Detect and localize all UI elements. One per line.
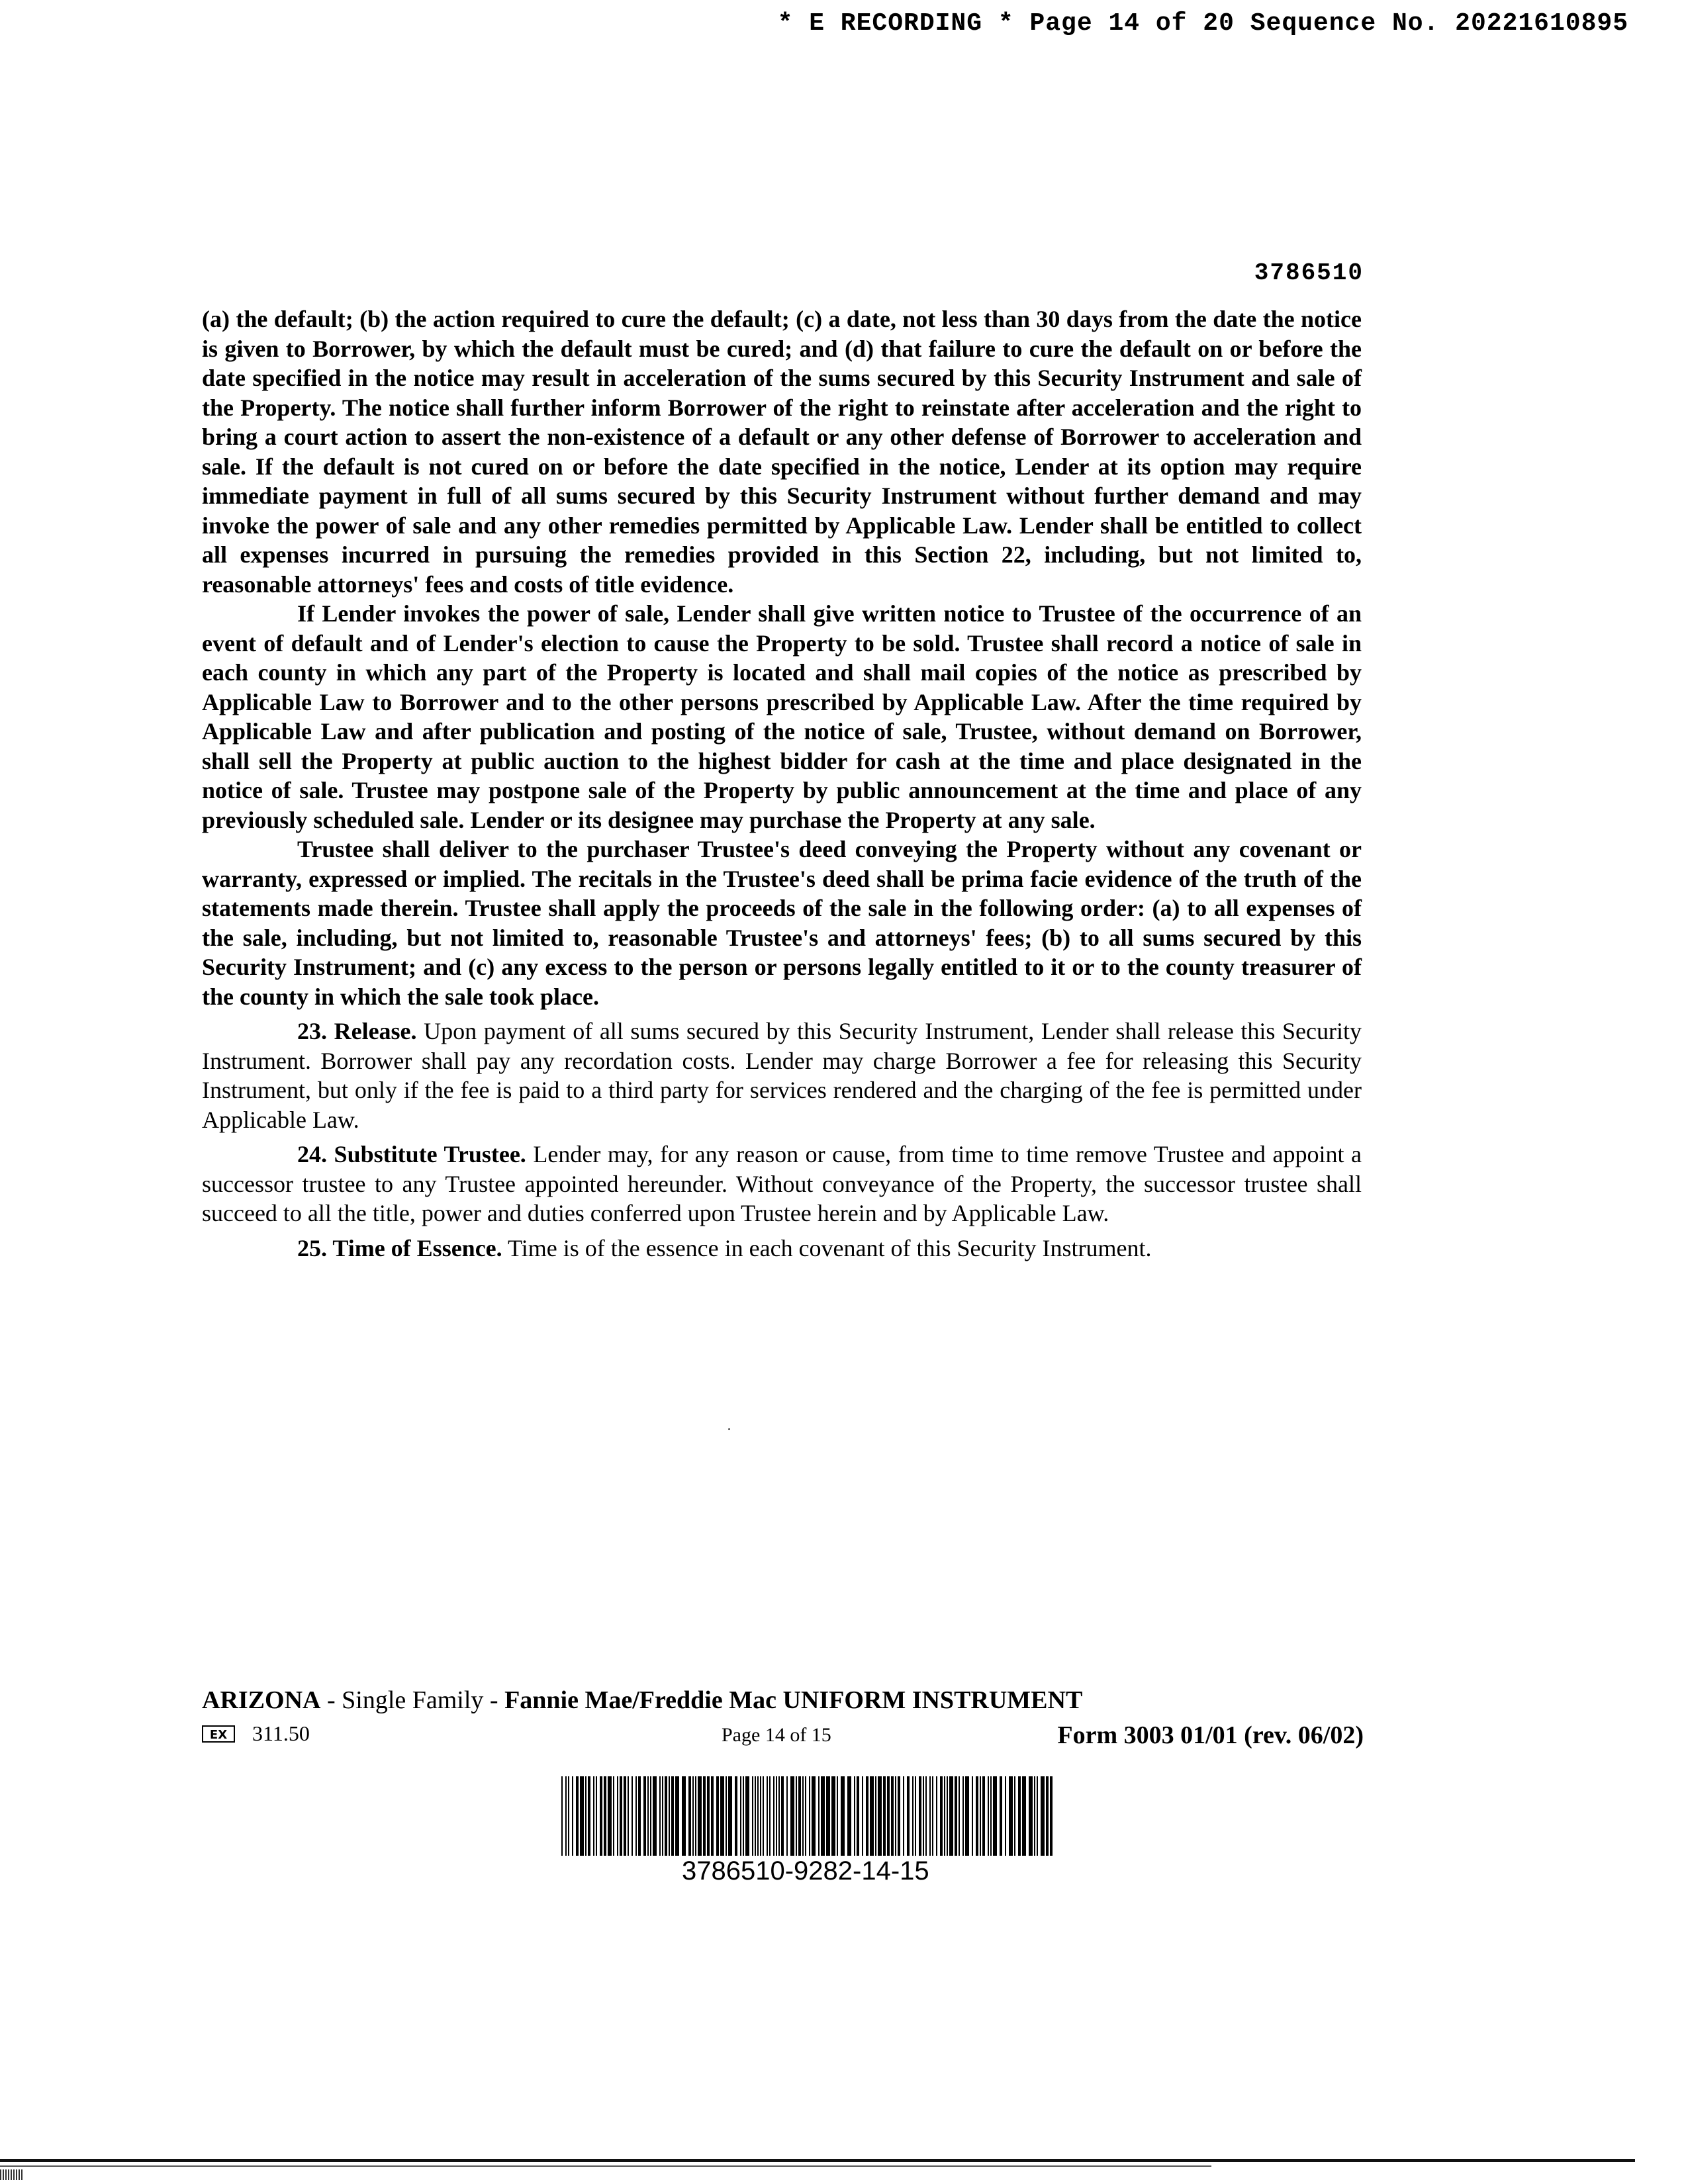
footer-page-number: Page 14 of 15 — [722, 1724, 831, 1746]
barcode-bar — [624, 1776, 626, 1856]
section-24-heading: 24. Substitute Trustee. — [297, 1141, 526, 1167]
barcode-bar — [773, 1776, 774, 1856]
scan-corner-mark — [0, 2169, 23, 2180]
barcode-bar — [743, 1776, 744, 1856]
barcode-bar — [947, 1776, 948, 1856]
barcode-bar — [665, 1776, 667, 1856]
barcode-bar — [915, 1776, 916, 1856]
barcode-bar — [982, 1776, 985, 1856]
barcode-bar — [898, 1776, 900, 1856]
barcode-bar — [993, 1776, 997, 1856]
footer-separator: - Single Family - — [320, 1686, 505, 1714]
barcode-bar — [576, 1776, 579, 1856]
barcode-bar — [695, 1776, 696, 1856]
barcode-bar — [1014, 1776, 1015, 1856]
barcode-bar — [812, 1776, 816, 1856]
barcode-bar — [561, 1776, 563, 1856]
barcode-bar — [809, 1776, 810, 1856]
barcode-bar — [728, 1776, 732, 1856]
barcode-bar — [698, 1776, 702, 1856]
barcode-bar — [959, 1776, 960, 1856]
barcode-bar — [703, 1776, 706, 1856]
barcode-bar — [887, 1776, 890, 1856]
barcode-bar — [821, 1776, 825, 1856]
barcode-bar — [1018, 1776, 1021, 1856]
barcode-bar — [604, 1776, 606, 1856]
bottom-scan-edge-2 — [0, 2165, 1211, 2167]
footer-state: ARIZONA — [202, 1686, 321, 1714]
barcode-bar — [769, 1776, 771, 1856]
bottom-scan-edge — [0, 2159, 1635, 2162]
scan-speck — [728, 1428, 730, 1430]
barcode-bar — [862, 1776, 863, 1856]
barcode-bar — [1050, 1776, 1053, 1856]
barcode-bar — [883, 1776, 886, 1856]
footer-instrument: Fannie Mae/Freddie Mac UNIFORM INSTRUMENT — [504, 1686, 1083, 1714]
barcode-bar — [940, 1776, 943, 1856]
barcode-bar — [980, 1776, 981, 1856]
barcode-bar — [841, 1776, 845, 1856]
barcode-bar — [763, 1776, 764, 1856]
barcode-bar — [620, 1776, 622, 1856]
barcode-bar — [675, 1776, 679, 1856]
barcode-bar — [720, 1776, 724, 1856]
barcode-number: 3786510-9282-14-15 — [682, 1856, 929, 1886]
barcode-bar — [903, 1776, 904, 1856]
barcode-bar — [767, 1776, 768, 1856]
barcode-bar — [891, 1776, 894, 1856]
barcode-bar — [786, 1776, 788, 1856]
footer-form-code: 311.50 — [252, 1721, 310, 1745]
barcode-bar — [593, 1776, 594, 1856]
ex-logo-icon: EX — [202, 1725, 235, 1743]
paragraph-trustee-deed: Trustee shall deliver to the purchaser Trustee's deed conveying the Property without any covenant or warranty, expressed or implied. The recitals in the Trustee's deed shall be prima facie evidence of the truth of the statements made therein. Trustee shall apply the proceeds of the sale in the following order: (a) to all expenses of the sale, including, but not limited to, reasonable Trustee's and attorneys' fees; (b) to all sums secured by this Security Instrument; and (c) any excess to the person or persons legally entitled to it or to the county treasurer of the county in which the sale took place. — [202, 836, 1362, 1010]
barcode-bar — [585, 1776, 586, 1856]
barcode-bar — [662, 1776, 663, 1856]
barcode-bar — [1009, 1776, 1013, 1856]
barcode-bar — [711, 1776, 714, 1856]
barcode-bar — [837, 1776, 838, 1856]
barcode-bar — [707, 1776, 710, 1856]
barcode-bar — [778, 1776, 780, 1856]
paragraph-power-of-sale: If Lender invokes the power of sale, Lender shall give written notice to Trustee of the occurrence of an event of default and of Lender's election to cause the Property to be sold. Trustee shall record a notice of sale in each county in which any part of the Property is located and shall mail copies of the notice as prescribed by Applicable Law to Borrower and to the other persons prescribed by Applicable Law. After the time required by Applicable Law and after publication and posting of the notice of sale, Trustee, without demand on Borrower, shall sell the Property at public auction to the highest bidder for cash at the time and place designated in the notice of sale. Trustee may postpone sale of the Property by public announcement at the time and place of any previously scheduled sale. Lender or its designee may purchase the Property at any sale. — [202, 600, 1362, 833]
barcode-bar — [757, 1776, 759, 1856]
barcode-bar — [580, 1776, 584, 1856]
barcode-bar — [932, 1776, 933, 1856]
barcode-bar — [798, 1776, 801, 1856]
barcode-bar — [857, 1776, 859, 1856]
section-23-heading: 23. Release. — [297, 1018, 417, 1044]
barcode-bar — [976, 1776, 978, 1856]
barcode-bar — [929, 1776, 931, 1856]
barcode-bar — [878, 1776, 882, 1856]
barcode-bar — [1037, 1776, 1038, 1856]
barcode-bar — [745, 1776, 749, 1856]
barcode-bar — [831, 1776, 835, 1856]
section-25-text: Time is of the essence in each covenant of this Security Instrument. — [502, 1234, 1152, 1261]
barcode-bar — [632, 1776, 633, 1856]
barcode-bar — [1046, 1776, 1049, 1856]
barcode-bar — [596, 1776, 597, 1856]
document-body — [202, 304, 1362, 1263]
barcode-bar — [613, 1776, 614, 1856]
barcode-bar — [925, 1776, 927, 1856]
barcode-bar — [671, 1776, 674, 1856]
barcode-bar — [1000, 1776, 1002, 1856]
barcode-bar — [740, 1776, 741, 1856]
barcode-bar — [1041, 1776, 1045, 1856]
barcode-bar — [955, 1776, 957, 1856]
barcode-bar — [912, 1776, 914, 1856]
footer-form-number: Form 3003 01/01 (rev. 06/02) — [1057, 1721, 1364, 1749]
barcode-bar — [805, 1776, 806, 1856]
barcode-bar — [692, 1776, 694, 1856]
section-23-text: Upon payment of all sums secured by this Security Instrument, Lender shall release this Security Instrument. Borrower shall pay any recordation costs. Lender may charge Borrower a fee for releasing this Security Instrument, but only if the fee is paid to a third party for services rendered and the charging of the fee is permitted under Applicable Law. — [202, 1018, 1362, 1133]
barcode-bar — [875, 1776, 876, 1856]
barcode-bar — [588, 1776, 590, 1856]
barcode-bar — [781, 1776, 784, 1856]
barcode-bar — [568, 1776, 569, 1856]
barcode-bar — [919, 1776, 921, 1856]
barcode-bar — [688, 1776, 691, 1856]
barcode-bar — [895, 1776, 896, 1856]
barcode-bar — [600, 1776, 602, 1856]
barcode-bar — [647, 1776, 649, 1856]
barcode-bar — [643, 1776, 646, 1856]
section-24-substitute-trustee — [202, 1140, 1362, 1228]
barcode-bar — [1034, 1776, 1035, 1856]
barcode-bar — [659, 1776, 661, 1856]
barcode-bar — [802, 1776, 804, 1856]
paragraph-default-notice: (a) the default; (b) the action required to cure the default; (c) a date, not less than 30 days from the date the notice is given to Borrower, by which the default must be cured; and (d) that failure to cure the default on or before the date specified in the notice may result in acceleration of the sums secured by this Security Instrument and sale of the Property. The notice shall further inform Borrower of the right to reinstate after acceleration and the right to bring a court action to assert the non-existence of a default or any other defense of Borrower to acceleration and sale. If the default is not cured on or before the date specified in the notice, Lender at its option may require immediate payment in full of all sums secured by this Security Instrument without further demand and may invoke the power of sale and any other remedies permitted by Applicable Law. Lender shall be entitled to collect all expenses incurred in pursuing the remedies provided in this Section 22, including, but not limited to, reasonable attorneys' fees and costs of title evidence. — [202, 306, 1362, 598]
barcode-bar — [866, 1776, 868, 1856]
barcode-bar — [735, 1776, 737, 1856]
barcode-bar — [1029, 1776, 1033, 1856]
footer-title — [202, 1686, 1082, 1715]
barcode-bar — [1005, 1776, 1006, 1856]
section-25-heading: 25. Time of Essence. — [297, 1234, 502, 1261]
barcode-icon — [561, 1776, 1055, 1856]
barcode-bar — [716, 1776, 719, 1856]
barcode-bar — [565, 1776, 567, 1856]
barcode-bar — [726, 1776, 727, 1856]
barcode-bar — [962, 1776, 964, 1856]
barcode-bar — [682, 1776, 686, 1856]
barcode-bar — [755, 1776, 756, 1856]
document-number: 3786510 — [1254, 259, 1364, 287]
barcode-bar — [870, 1776, 874, 1856]
barcode-bar — [653, 1776, 657, 1856]
barcode-bar — [650, 1776, 651, 1856]
barcode-bar — [1022, 1776, 1026, 1856]
barcode-bar — [638, 1776, 641, 1856]
recording-header: * E RECORDING * Page 14 of 20 Sequence No. 20221610895 — [777, 9, 1628, 38]
barcode-bar — [972, 1776, 973, 1856]
barcode-bar — [944, 1776, 945, 1856]
barcode-bar — [669, 1776, 670, 1856]
barcode-bar — [608, 1776, 612, 1856]
section-24-text: Lender may, for any reason or cause, from time to time remove Trustee and appoint a successor trustee to any Trustee appointed hereunder. Without conveyance of the Property, the successor trustee shall succeed to all the title, power and duties conferred upon Trustee herein and by Applicable Law. — [202, 1141, 1362, 1226]
barcode-bar — [635, 1776, 637, 1856]
barcode-bar — [923, 1776, 924, 1856]
barcode-bar — [760, 1776, 761, 1856]
barcode-bar — [854, 1776, 855, 1856]
barcode-bar — [617, 1776, 618, 1856]
barcode-bar — [936, 1776, 937, 1856]
barcode-bar — [826, 1776, 830, 1856]
barcode-bar — [990, 1776, 992, 1856]
barcode-bar — [752, 1776, 753, 1856]
barcode-bar — [796, 1776, 797, 1856]
barcode-bar — [847, 1776, 851, 1856]
barcode-bar — [965, 1776, 969, 1856]
barcode-bar — [572, 1776, 573, 1856]
footer-code-group — [202, 1721, 310, 1746]
section-23-release — [202, 1017, 1362, 1134]
barcode-bar — [790, 1776, 794, 1856]
barcode-bar — [776, 1776, 777, 1856]
barcode-bar — [988, 1776, 989, 1856]
barcode-bar — [949, 1776, 953, 1856]
barcode-bar — [628, 1776, 629, 1856]
section-25-time-of-essence — [202, 1234, 1362, 1263]
barcode-bar — [907, 1776, 910, 1856]
barcode-bar — [818, 1776, 820, 1856]
